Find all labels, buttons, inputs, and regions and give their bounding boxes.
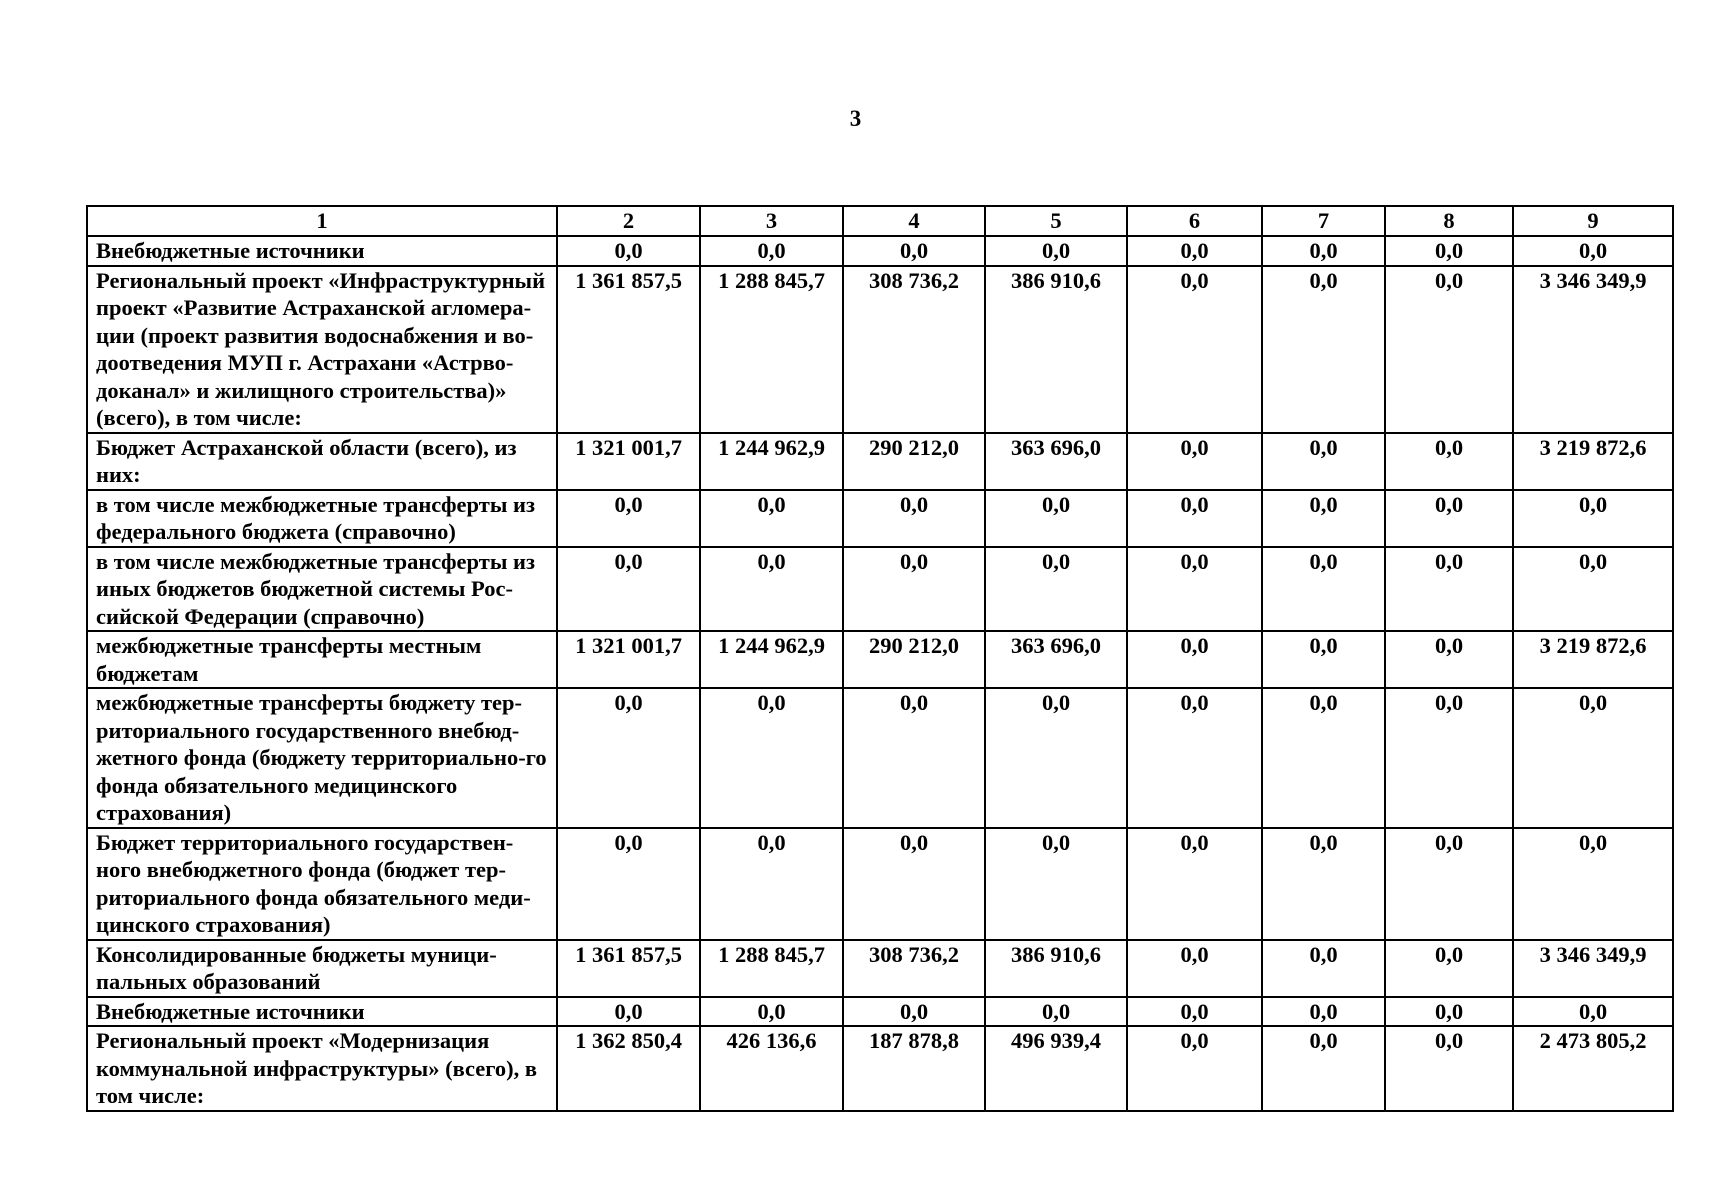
page-number: 3 xyxy=(849,106,862,131)
table-cell: 0,0 xyxy=(1513,828,1673,940)
column-header: 5 xyxy=(985,206,1127,236)
row-label: Бюджет Астраханской области (всего), из них: xyxy=(87,433,557,490)
table-cell: 0,0 xyxy=(700,828,843,940)
table-cell: 290 212,0 xyxy=(843,433,985,490)
table-cell: 0,0 xyxy=(985,236,1127,266)
table-cell: 0,0 xyxy=(985,547,1127,632)
table-cell: 0,0 xyxy=(1385,631,1513,688)
table-cell: 0,0 xyxy=(700,688,843,828)
row-label: межбюджетные трансферты бюджету тер-риториального государственного внебюд-жетного фонда (бюджету территориально-го фонда обязательного медицинского страхования) xyxy=(87,688,557,828)
table-cell: 1 244 962,9 xyxy=(700,433,843,490)
table-cell: 0,0 xyxy=(1385,547,1513,632)
row-label: Внебюджетные источники xyxy=(87,236,557,266)
table-row xyxy=(87,997,1673,1027)
column-header: 7 xyxy=(1262,206,1385,236)
table-cell: 0,0 xyxy=(1262,940,1385,997)
table-cell: 0,0 xyxy=(700,547,843,632)
table-cell: 0,0 xyxy=(1385,490,1513,547)
row-label: Региональный проект «Инфраструктурный проект «Развитие Астраханской агломера-ции (проект развития водоснабжения и во-доотведения МУП г. Астрахани «Астрво-доканал» и жилищного строительства)» (всего), в том числе: xyxy=(87,266,557,433)
table-cell: 426 136,6 xyxy=(700,1026,843,1111)
table-cell: 0,0 xyxy=(557,997,700,1027)
table-cell: 290 212,0 xyxy=(843,631,985,688)
column-header: 2 xyxy=(557,206,700,236)
table-cell: 0,0 xyxy=(1127,688,1262,828)
table-cell: 0,0 xyxy=(1513,997,1673,1027)
table-cell: 386 910,6 xyxy=(985,266,1127,433)
table-cell: 0,0 xyxy=(1262,433,1385,490)
table-cell: 0,0 xyxy=(1127,828,1262,940)
table-cell: 3 346 349,9 xyxy=(1513,266,1673,433)
table-cell: 0,0 xyxy=(1127,997,1262,1027)
row-label: в том числе межбюджетные трансферты из иных бюджетов бюджетной системы Рос-сийской Федерации (справочно) xyxy=(87,547,557,632)
column-header: 8 xyxy=(1385,206,1513,236)
table-row xyxy=(87,547,1673,632)
table-cell: 0,0 xyxy=(700,997,843,1027)
table-cell: 0,0 xyxy=(1385,997,1513,1027)
table-cell: 363 696,0 xyxy=(985,631,1127,688)
row-label: Внебюджетные источники xyxy=(87,997,557,1027)
table-row xyxy=(87,433,1673,490)
table-cell: 3 346 349,9 xyxy=(1513,940,1673,997)
table-cell: 1 321 001,7 xyxy=(557,433,700,490)
table-cell: 0,0 xyxy=(1262,688,1385,828)
table-cell: 0,0 xyxy=(985,997,1127,1027)
table-cell: 0,0 xyxy=(1262,631,1385,688)
table-cell: 0,0 xyxy=(700,236,843,266)
column-header: 4 xyxy=(843,206,985,236)
table-cell: 0,0 xyxy=(700,490,843,547)
table-cell: 0,0 xyxy=(557,828,700,940)
table-cell: 0,0 xyxy=(1262,490,1385,547)
table-cell: 0,0 xyxy=(843,828,985,940)
table-cell: 1 362 850,4 xyxy=(557,1026,700,1111)
table-cell: 0,0 xyxy=(1262,997,1385,1027)
table-cell: 0,0 xyxy=(1513,547,1673,632)
table-cell: 2 473 805,2 xyxy=(1513,1026,1673,1111)
table-cell: 0,0 xyxy=(1127,1026,1262,1111)
table-row xyxy=(87,236,1673,266)
table-cell: 0,0 xyxy=(843,236,985,266)
table-row xyxy=(87,266,1673,433)
row-label: межбюджетные трансферты местным бюджетам xyxy=(87,631,557,688)
table-cell: 0,0 xyxy=(1262,266,1385,433)
table-cell: 0,0 xyxy=(843,490,985,547)
table-cell: 1 361 857,5 xyxy=(557,266,700,433)
table-cell: 0,0 xyxy=(843,997,985,1027)
table-cell: 187 878,8 xyxy=(843,1026,985,1111)
row-label: Бюджет территориального государствен-ного внебюджетного фонда (бюджет тер-риториального фонда обязательного меди-цинского страхования) xyxy=(87,828,557,940)
table-cell: 0,0 xyxy=(1385,828,1513,940)
table-row xyxy=(87,490,1673,547)
column-header: 1 xyxy=(87,206,557,236)
table-cell: 1 361 857,5 xyxy=(557,940,700,997)
row-label: Региональный проект «Модернизация коммунальной инфраструктуры» (всего), в том числе: xyxy=(87,1026,557,1111)
table-row xyxy=(87,1026,1673,1111)
table-cell: 386 910,6 xyxy=(985,940,1127,997)
table-cell: 0,0 xyxy=(985,490,1127,547)
table-cell: 0,0 xyxy=(557,547,700,632)
table-cell: 1 288 845,7 xyxy=(700,266,843,433)
table-row xyxy=(87,688,1673,828)
table-cell: 0,0 xyxy=(557,490,700,547)
table-cell: 363 696,0 xyxy=(985,433,1127,490)
row-label: в том числе межбюджетные трансферты из федерального бюджета (справочно) xyxy=(87,490,557,547)
table-cell: 3 219 872,6 xyxy=(1513,433,1673,490)
table-cell: 0,0 xyxy=(1385,433,1513,490)
row-label: Консолидированные бюджеты муници-пальных образований xyxy=(87,940,557,997)
table-row xyxy=(87,940,1673,997)
table-cell: 0,0 xyxy=(985,828,1127,940)
table-cell: 0,0 xyxy=(557,236,700,266)
column-header: 6 xyxy=(1127,206,1262,236)
table-cell: 0,0 xyxy=(1385,266,1513,433)
table-cell: 0,0 xyxy=(1262,236,1385,266)
table-cell: 0,0 xyxy=(1127,236,1262,266)
table-cell: 0,0 xyxy=(1513,688,1673,828)
table-cell: 0,0 xyxy=(1127,547,1262,632)
table-cell: 0,0 xyxy=(557,688,700,828)
table-cell: 0,0 xyxy=(1127,433,1262,490)
table-cell: 0,0 xyxy=(1127,490,1262,547)
table-cell: 0,0 xyxy=(1385,688,1513,828)
table-cell: 0,0 xyxy=(1385,236,1513,266)
table-cell: 1 244 962,9 xyxy=(700,631,843,688)
budget-table xyxy=(86,205,1674,1112)
table-cell: 0,0 xyxy=(1385,1026,1513,1111)
table-cell: 0,0 xyxy=(985,688,1127,828)
table-cell: 1 288 845,7 xyxy=(700,940,843,997)
table-cell: 0,0 xyxy=(843,688,985,828)
table-cell: 308 736,2 xyxy=(843,266,985,433)
table-cell: 3 219 872,6 xyxy=(1513,631,1673,688)
table-row xyxy=(87,631,1673,688)
column-header: 9 xyxy=(1513,206,1673,236)
table-cell: 0,0 xyxy=(1127,631,1262,688)
table-header-row xyxy=(87,206,1673,236)
table-body xyxy=(87,236,1673,1111)
table-cell: 0,0 xyxy=(1262,828,1385,940)
table-cell: 0,0 xyxy=(1262,547,1385,632)
table-cell: 496 939,4 xyxy=(985,1026,1127,1111)
table-row xyxy=(87,828,1673,940)
table-cell: 308 736,2 xyxy=(843,940,985,997)
table-cell: 0,0 xyxy=(1127,940,1262,997)
table-cell: 0,0 xyxy=(1262,1026,1385,1111)
column-header: 3 xyxy=(700,206,843,236)
table-cell: 0,0 xyxy=(843,547,985,632)
table-cell: 0,0 xyxy=(1513,236,1673,266)
table-cell: 0,0 xyxy=(1127,266,1262,433)
table-cell: 0,0 xyxy=(1385,940,1513,997)
table-cell: 0,0 xyxy=(1513,490,1673,547)
table-cell: 1 321 001,7 xyxy=(557,631,700,688)
